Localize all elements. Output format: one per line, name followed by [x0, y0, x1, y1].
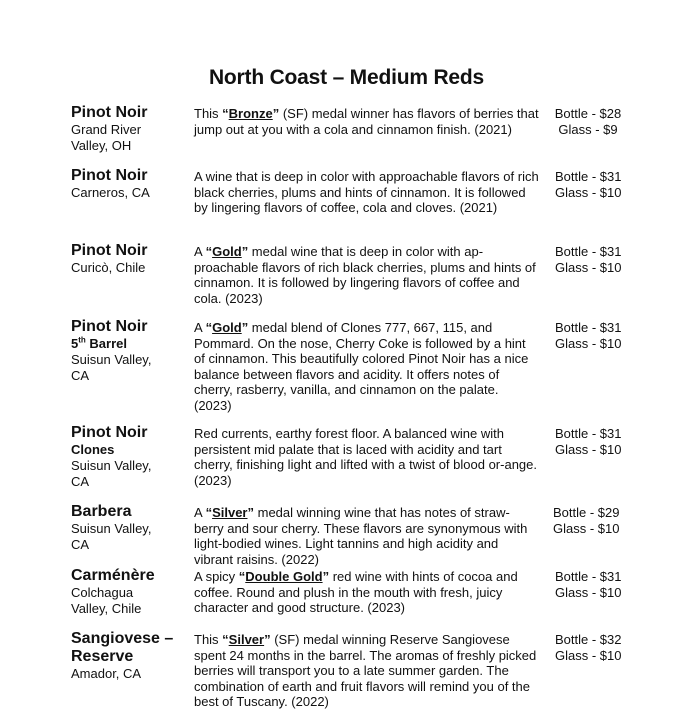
wine-description: Red currents, earthy forest floor. A balanced wine with persistent mid palate that is laced with acidity and tart cherry, finishing light and lifted with a twist of blood or-ange. (2023) — [194, 426, 537, 488]
wine-prices — [548, 106, 628, 137]
wine-prices — [555, 169, 645, 200]
wine-prices — [553, 505, 643, 536]
medal-label: Bronze — [228, 106, 273, 121]
wine-region: CA — [71, 368, 90, 383]
wine-region: CA — [71, 474, 90, 489]
wine-subtitle: 5th Barrel — [71, 335, 127, 351]
wine-description: This “Bronze” (SF) medal winner has flavors of berries that jump out at you with a cola and cinnamon finish. (2021) — [194, 106, 539, 137]
wine-name: Pinot Noir — [71, 424, 148, 441]
wine-region: Valley, OH — [71, 138, 132, 153]
wine-name-column — [71, 567, 191, 617]
wine-name-column — [71, 424, 191, 490]
glass-price: Glass - $10 — [555, 647, 622, 663]
glass-price: Glass - $10 — [553, 520, 620, 536]
wine-name: Barbera — [71, 503, 132, 520]
bottle-price: Bottle - $28 — [554, 106, 622, 121]
wine-subtitle: Clones — [71, 442, 115, 457]
medal-label: Double Gold — [245, 569, 323, 584]
wine-prices — [555, 569, 645, 600]
medal-label: Silver — [228, 632, 265, 647]
wine-name: Sangiovese – Reserve — [71, 630, 174, 665]
wine-region: CA — [71, 537, 90, 552]
wine-name: Pinot Noir — [71, 104, 148, 121]
wine-name-column — [71, 318, 191, 384]
wine-prices — [555, 632, 645, 663]
wine-region: Suisun Valley, — [71, 458, 152, 473]
wine-region: Suisun Valley, — [71, 352, 152, 367]
bottle-price: Bottle - $31 — [555, 320, 622, 335]
wine-region: Colchagua — [71, 585, 134, 600]
page-title: North Coast – Medium Reds — [208, 66, 485, 89]
wine-region: Amador, CA — [71, 666, 142, 681]
wine-description: A “Gold” medal blend of Clones 777, 667, 115, and Pommard. On the nose, Cherry Coke is followed by a hint of cinnamon. This beautifully colored Pinot Noir has a nice balance between flavors and acidity. It offers notes of cherry, rasberry, vanilla, and cinnamon on the palate. (2023) — [194, 320, 529, 413]
glass-price: Glass - $10 — [555, 441, 622, 457]
wine-region: Curicò, Chile — [71, 260, 146, 275]
wine-region: Carneros, CA — [71, 185, 150, 200]
medal-label: Silver — [212, 505, 248, 520]
wine-prices — [555, 320, 645, 351]
bottle-price: Bottle - $29 — [553, 505, 620, 520]
glass-price: Glass - $10 — [555, 184, 622, 200]
bottle-price: Bottle - $31 — [555, 169, 622, 184]
wine-name: Pinot Noir — [71, 242, 148, 259]
wine-name-column — [71, 503, 191, 553]
wine-name-column — [71, 167, 191, 201]
glass-price: Glass - $9 — [558, 121, 618, 137]
glass-price: Glass - $10 — [555, 335, 622, 351]
wine-name: Pinot Noir — [71, 318, 148, 335]
wine-description: A “Gold” medal wine that is deep in color with ap-proachable flavors of rich black cherries, plums and hints of cinnamon. It is followed by lingering flavors of coffee and cola. (2023) — [194, 244, 536, 306]
bottle-price: Bottle - $32 — [555, 632, 622, 647]
wine-name: Pinot Noir — [71, 167, 148, 184]
bottle-price: Bottle - $31 — [555, 569, 622, 584]
wine-description: This “Silver” (SF) medal winning Reserve Sangiovese spent 24 months in the barrel. The aromas of freshly picked berries will transport you to a late summer garden. The combination of earth and fruit flavors will remind you of the best of Tuscany. (2022) — [194, 632, 537, 710]
wine-description: A “Silver” medal winning wine that has notes of straw-berry and sour cherry. These flavors are synonymous with light-bodied wines. Light tannins and high acidity and vibrant raisins. (2022) — [194, 505, 528, 567]
bottle-price: Bottle - $31 — [555, 426, 622, 441]
wine-region: Grand River — [71, 122, 142, 137]
wine-description: A spicy “Double Gold” red wine with hints of cocoa and coffee. Round and plush in the mouth with fresh, juicy character and good structure. (2023) — [194, 569, 518, 616]
wine-region: Valley, Chile — [71, 601, 142, 616]
wine-name: Carménère — [71, 567, 155, 584]
wine-name-column — [71, 630, 191, 682]
glass-price: Glass - $10 — [555, 584, 622, 600]
wine-prices — [555, 426, 645, 457]
medal-label: Gold — [212, 320, 242, 335]
wine-description: A wine that is deep in color with approachable flavors of rich black cherries, plums and hints of cinnamon. It is followed by lingering flavors of coffee, cola and cloves. (2021) — [194, 169, 539, 216]
wine-region: Suisun Valley, — [71, 521, 152, 536]
wine-prices — [555, 244, 645, 275]
bottle-price: Bottle - $31 — [555, 244, 622, 259]
medal-label: Gold — [212, 244, 242, 259]
wine-name-column — [71, 104, 191, 154]
glass-price: Glass - $10 — [555, 259, 622, 275]
wine-name-column — [71, 242, 191, 276]
